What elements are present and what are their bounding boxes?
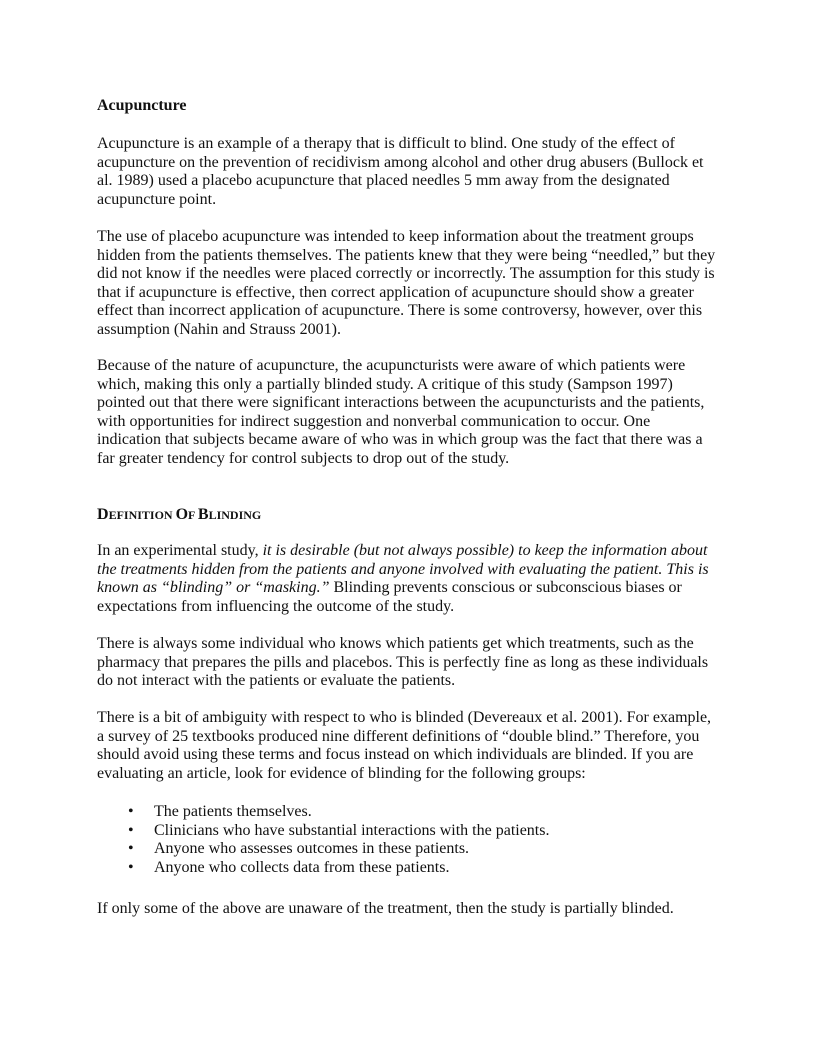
paragraph-acupuncture-intro [97, 135, 737, 209]
text-line: evaluating an article, look for evidence of blinding for the following groups: [97, 764, 586, 782]
bullet-icon: • [128, 803, 134, 820]
paragraph-partial-blinding [97, 357, 737, 468]
text-line: hidden from the patients themselves. The patients knew that they were being “needled,” but they [97, 246, 716, 264]
text-line: do not interact with the patients or evaluate the patients. [97, 672, 456, 689]
text-line: with opportunities for indirect suggestion and nonverbal communication to occur. One [97, 412, 651, 430]
text-italic: the treatments hidden from the patients and anyone involved with evaluating the patient. This is [97, 560, 709, 578]
heading-part: D [97, 506, 109, 523]
heading-part: B [197, 506, 209, 523]
heading-part: EFINITION [108, 508, 176, 522]
text-line: If only some of the above are unaware of the treatment, then the study is partially blinded. [97, 900, 674, 917]
text-normal: In an experimental study, [97, 542, 263, 559]
heading-part: O [175, 506, 189, 523]
list-item [125, 803, 549, 822]
paragraph-partially-blinded [97, 900, 737, 919]
text-line: expectations from influencing the outcome of the study. [97, 597, 455, 615]
text-line: effect than incorrect application of acupuncture. There is some controversy, however, over this [97, 302, 703, 319]
list-item-text: Anyone who collects data from these patients. [154, 859, 450, 877]
text-line: pointed out that there were significant interactions between the acupuncturists and the patients, [97, 394, 705, 411]
section-title-acupuncture: Acupuncture [97, 97, 187, 114]
text-line: indication that subjects became aware of who was in which group was the fact that there was a [97, 431, 703, 448]
text-line: should avoid using these terms and focus instead on which individuals are blinded. If you are [97, 746, 694, 763]
section-title-definition-of-blinding [97, 506, 737, 525]
paragraph-who-knows [97, 635, 737, 691]
text-line: assumption (Nahin and Strauss 2001). [97, 320, 341, 338]
text-line: There is a bit of ambiguity with respect to who is blinded (Devereaux et al. 2001). For example, [97, 709, 712, 726]
list-item-text: The patients themselves. [154, 803, 312, 820]
paragraph-ambiguity [97, 709, 737, 783]
text-line: far greater tendency for control subjects to drop out of the study. [97, 449, 510, 467]
text-line: a survey of 25 textbooks produced nine different definitions of “double blind.” Therefore, you [97, 727, 700, 745]
heading-part: LINDING [208, 508, 262, 522]
paragraph-blinding-definition [97, 542, 737, 616]
text-line [97, 579, 737, 598]
bullet-icon: • [128, 859, 134, 877]
text-line: acupuncture point. [97, 190, 217, 208]
heading-part: F [188, 508, 198, 522]
list-item [125, 859, 549, 878]
text-italic: known as “blinding” or “masking.” [97, 579, 330, 596]
text-line [97, 561, 737, 580]
text-italic: it is desirable (but not always possible) to keep the information about [262, 542, 708, 559]
list-item-text: Clinicians who have substantial interactions with the patients. [154, 821, 550, 839]
list-item [125, 840, 549, 859]
bullet-icon: • [128, 840, 134, 858]
text-line: The use of placebo acupuncture was intended to keep information about the treatment groups [97, 228, 694, 245]
text-line [97, 542, 737, 561]
text-line: did not know if the needles were placed correctly or incorrectly. The assumption for this study is [97, 265, 715, 282]
text-line: Acupuncture is an example of a therapy that is difficult to blind. One study of the effect of [97, 135, 675, 152]
blinded-groups-list [125, 803, 549, 878]
list-item-text: Anyone who assesses outcomes in these patients. [154, 840, 470, 858]
text-line: al. 1989) used a placebo acupuncture that placed needles 5 mm away from the designated [97, 172, 670, 189]
list-item [125, 822, 549, 841]
text-line: pharmacy that prepares the pills and placebos. This is perfectly fine as long as these individuals [97, 653, 709, 671]
text-line: There is always some individual who knows which patients get which treatments, such as the [97, 635, 694, 652]
text-line: that if acupuncture is effective, then correct application of acupuncture should show a greater [97, 283, 694, 301]
text-line: which, making this only a partially blinded study. A critique of this study (Sampson 1997) [97, 375, 673, 393]
text-line: acupuncture on the prevention of recidivism among alcohol and other drug abusers (Bullock et [97, 153, 704, 171]
bullet-icon: • [128, 821, 134, 839]
text-line: Because of the nature of acupuncture, the acupuncturists were aware of which patients were [97, 357, 686, 374]
paragraph-placebo-acupuncture [97, 228, 737, 339]
text-normal: Blinding prevents conscious or subconscious biases or [329, 579, 682, 596]
